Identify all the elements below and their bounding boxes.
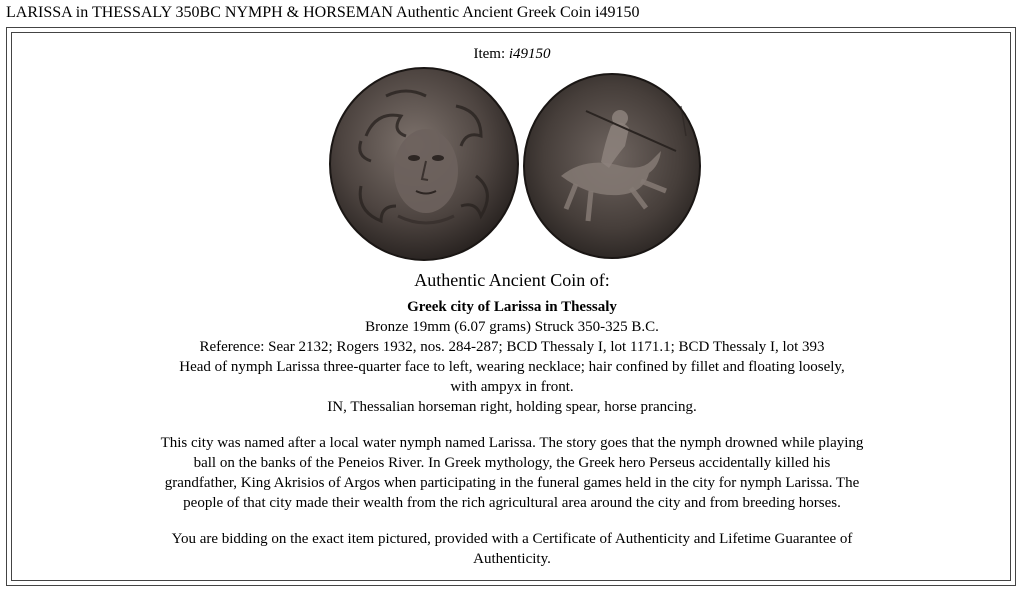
page-title: LARISSA in THESSALY 350BC NYMPH & HORSEMAN Authentic Ancient Greek Coin i49150 — [6, 4, 640, 21]
item-label: Item: — [473, 46, 506, 62]
bid-note-paragraph: You are bidding on the exact item pictured, provided with a Certificate of Authenticity and Lifetime Guarantee of Authenticity. — [171, 531, 853, 567]
item-number: i49150 — [508, 46, 551, 62]
coin-detail-reference: Reference: Sear 2132; Rogers 1932, nos. 284-287; BCD Thessaly I, lot 1171.1; BCD Thessaly I, lot 393 — [199, 339, 825, 355]
coin-image-pair — [326, 66, 700, 262]
history-paragraph: This city was named after a local water nymph named Larissa. The story goes that the nymph drowned while playing ball on the banks of the Peneios River. In Greek mythology, the Greek hero Perseus accidentally killed his grandfather, King Akrisios of Argos when participating in the funeral games held in the city for nymph Larissa. The people of that city made their wealth from the rich agricultural area around the city and from breeding horses. — [160, 435, 864, 511]
coin-subject: Greek city of Larissa in Thessaly — [407, 299, 617, 315]
coin-heading: Authentic Ancient Coin of: — [414, 270, 610, 290]
coin-detail-obverse-cont: with ampyx in front. — [450, 379, 574, 395]
coin-detail-size: Bronze 19mm (6.07 grams) Struck 350-325 B.C. — [365, 319, 659, 335]
coin-detail-obverse: Head of nymph Larissa three-quarter face to left, wearing necklace; hair confined by fillet and floating loosely, — [179, 359, 845, 375]
horseman-coin-icon — [516, 66, 712, 262]
item-number-line — [0, 46, 1024, 63]
nymph-head-coin-icon — [326, 66, 522, 262]
coin-detail-reverse: IN, Thessalian horseman right, holding spear, horse prancing. — [327, 399, 697, 415]
